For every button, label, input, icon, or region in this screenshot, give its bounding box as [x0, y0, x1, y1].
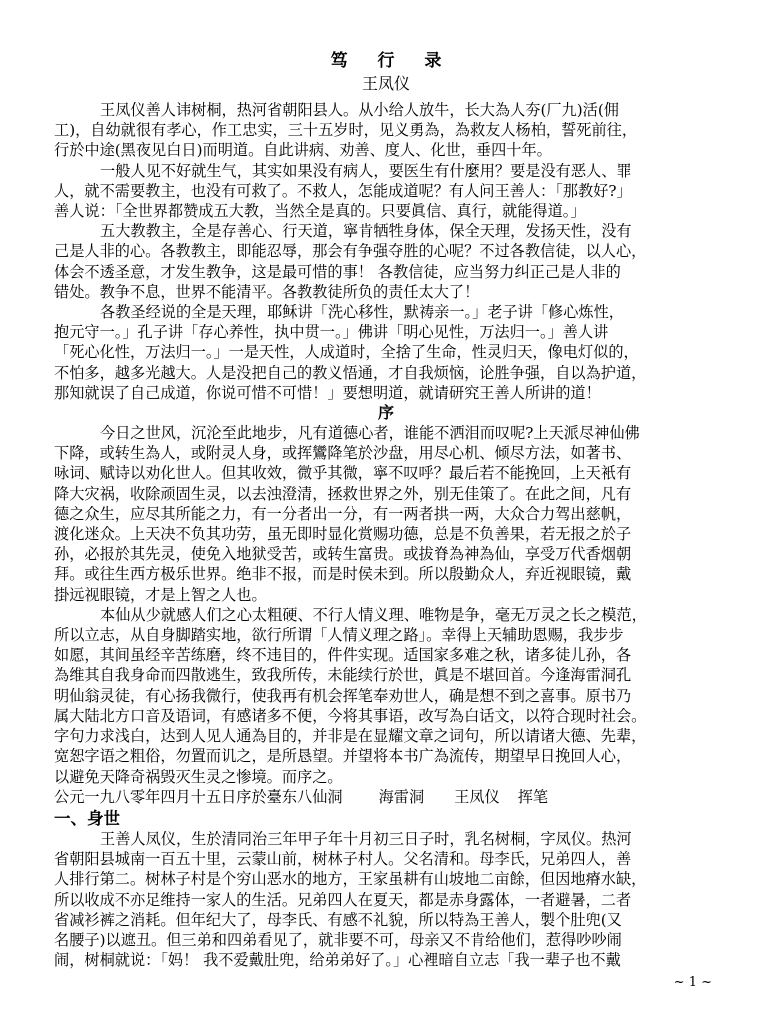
paragraph-line: 宽恕字语之粗俗，勿置而讥之，是所恳望。并望将本书广為流传，期望早日挽回人心， [54, 747, 632, 766]
paragraph-line: 抱元守一。」孔子讲「存心养性，执中贯一。」佛讲「明心见性，万法归一。」善人讲 [54, 323, 609, 342]
document-title: 笃 行 录 [330, 51, 454, 71]
paragraph-line: 错处。教争不息，世界不能清平。各教教徒所负的责任太大了！ [54, 282, 480, 301]
paragraph-line: 「死心化性，万法归一。」一是天性，人成道时，全捨了生命，性灵归天，像电灯似的， [54, 343, 639, 362]
preface-date: 公元一九八零年四月十五日序於臺东八仙洞 [54, 787, 343, 806]
paragraph-line: 以避免天降奇祸毁灭生灵之惨境。而序之。 [54, 767, 343, 786]
paragraph-line: 各教圣经说的全是天理，耶稣讲「洗心移性，默祷亲一。」老子讲「修心炼性， [100, 303, 624, 322]
paragraph-line: 闹，树桐就说：「妈！ 我不爱戴肚兜，给弟弟好了。」心裡暗自立志「我一辈子也不戴 [54, 951, 621, 970]
paragraph-line: 己是人非的心。各教教主，即能忍辱，那会有争强夺胜的心呢？不过各教信徒，以人心， [54, 242, 647, 261]
paragraph-line: 拜。或往生西方极乐世界。绝非不报，而是时侯未到。所以殷勤众人，弃近视眼镜，戴 [54, 565, 632, 584]
preface-paragraph [54, 605, 718, 787]
intro-paragraph [54, 100, 718, 161]
preface-place: 海雷洞 [378, 787, 425, 806]
paragraph-line: 体会不透圣意，才发生教争，这是最可惜的事！ 各教信徒，应当努力纠正己是人非的 [54, 262, 621, 281]
paragraph-line: 王善人凤仪，生於清同治三年甲子年十月初三日子时，乳名树桐，字凤仪。热河 [100, 829, 632, 848]
paragraph-line: 善人说：「全世界都赞成五大教，当然全是真的。只要眞信、真行，就能得道。」 [54, 202, 586, 221]
paragraph-line: 五大教教主，全是存善心、行天道，寧肯牺牲身体，保全天理，发扬天性，没有 [100, 222, 632, 241]
paragraph-line: 一般人见不好就生气，其实如果没有病人，要医生有什麼用？要是没有恶人、罪 [100, 161, 632, 180]
paragraph-line: 下降，或转生為人，或附灵人身，或挥鸞降笔於沙盘，用尽心机、倾尽方法，如著书、 [54, 444, 632, 463]
background-section [54, 829, 718, 970]
paragraph-line: 省朝阳县城南一百五十里，云蒙山前，树林子村人。父名清和。母李氏，兄弟四人，善 [54, 850, 632, 869]
paragraph-line: 所以立志，从自身脚踏实地，欲行所谓「人情义理之路」。幸得上天辅助恩赐，我步步 [54, 626, 624, 645]
paragraph-line: 不怕多，越多光越大。人是没把自己的教义悟通，才自我烦恼，论胜争强，自以為护道， [54, 363, 647, 382]
paragraph-line: 省减衫裤之消耗。但年纪大了，母李氏、有感不礼貌，所以特為王善人，製个肚兜(又 [54, 910, 622, 929]
page-number: ~ 1 ~ [673, 975, 712, 990]
paragraph-line: 今日之世风，沉沦至此地步，凡有道德心者，谁能不洒泪而叹呢?上天派尽神仙佛 [100, 424, 640, 443]
paragraph-line: 人，就不需要教主，也没有可救了。不救人，怎能成道呢？有人问王善人：「那教好?」 [54, 181, 632, 200]
paragraph-line: 工)，自幼就很有孝心，作工忠实，三十五岁时，见义勇為，為救友人杨柏，誓死前往， [54, 121, 638, 140]
paragraph-line: 王凤仪善人讳树桐，热河省朝阳县人。从小给人放牛，长大為人夯(厂九)活(佣 [100, 101, 619, 119]
paragraph-line: 降大灾祸，收除顽固生灵，以去浊澄清，拯救世界之外，别无佳策了。在此之间，凡有 [54, 484, 632, 503]
preface-section [54, 423, 718, 787]
intro-paragraph [54, 302, 718, 403]
document-author: 王凤仪 [361, 74, 410, 93]
intro-paragraph [54, 221, 718, 302]
paragraph-line: 本仙从少就感人们之心太粗硬、不行人情义理、唯物是争，毫无万灵之长之模范， [100, 605, 647, 624]
background-paragraph [54, 829, 718, 970]
preface-sign: 挥笔 [517, 787, 549, 806]
paragraph-line: 行於中途(黑夜见白日)而明道。自此讲病、劝善、度人、化世，垂四十年。 [54, 141, 552, 160]
paragraph-line: 如愿，其间虽经辛苦练磨，终不违目的，件件实现。适国家多难之秋，诸多徒儿孙，各 [54, 646, 632, 665]
paragraph-line: 咏词、赋诗以劝化世人。但其收效，微乎其微，寧不叹呼？最后若不能挽回，上天衹有 [54, 464, 632, 483]
paragraph-line: 德之众生，应尽其所能之力，有一分者出一分，有一两者拱一两，大众合力驾出慈帆， [54, 504, 632, 523]
section-heading-background: 一、身世 [54, 808, 120, 828]
paragraph-line: 所以收成不亦足维持一家人的生活。兄弟四人在夏天，都是赤身露体，一者避暑，二者 [54, 890, 632, 909]
paragraph-line: 名腰子)以遮丑。但三弟和四弟看见了，就非要不可，母亲又不肯给他们，惹得吵吵闹 [54, 930, 622, 949]
preface-signer: 王凤仪 [454, 787, 500, 806]
paragraph-line: 為维其自我身命而四散逃生，致我所传，未能续行於世，眞是不堪回首。今逢海雷洞孔 [54, 666, 632, 685]
paragraph-line: 那知就误了自己成道，你说可惜不可惜！」要想明道，就请研究王善人所讲的道！ [54, 383, 601, 402]
preface-signature [54, 787, 718, 807]
paragraph-line: 属大陆北方口音及语词，有感诸多不便，今将其事语，改写為白话文，以符合现时社会。 [54, 706, 647, 725]
preface-paragraph [54, 423, 718, 605]
paragraph-line: 字句力求浅白，达到人见人通為目的，并非是在显耀文章之词句，所以请诸大德、先辈， [54, 727, 647, 746]
paragraph-line: 掛远视眼镜，才是上智之人也。 [54, 585, 267, 604]
paragraph-line: 人排行第二。树林子村是个穷山恶水的地方，王家虽耕有山坡地二亩餘，但因地瘠水缺， [54, 870, 647, 889]
intro-paragraph [54, 161, 718, 222]
intro-section [54, 100, 718, 403]
document-content [54, 50, 718, 970]
paragraph-line: 渡化迷众。上天决不负其功劳，虽无即时显化赏赐功德，总是不负善果，若无报之於子 [54, 525, 632, 544]
paragraph-line: 孙，必报於其先灵，使免入地狱受苦，或转生富贵。或拔脊為神為仙，享受万代香烟朝 [54, 545, 632, 564]
preface-title: 序 [377, 403, 394, 423]
paragraph-line: 明仙翁灵徒，有心扬我微行，使我再有机会挥笔奉劝世人，确是想不到之喜事。原书乃 [54, 686, 632, 705]
